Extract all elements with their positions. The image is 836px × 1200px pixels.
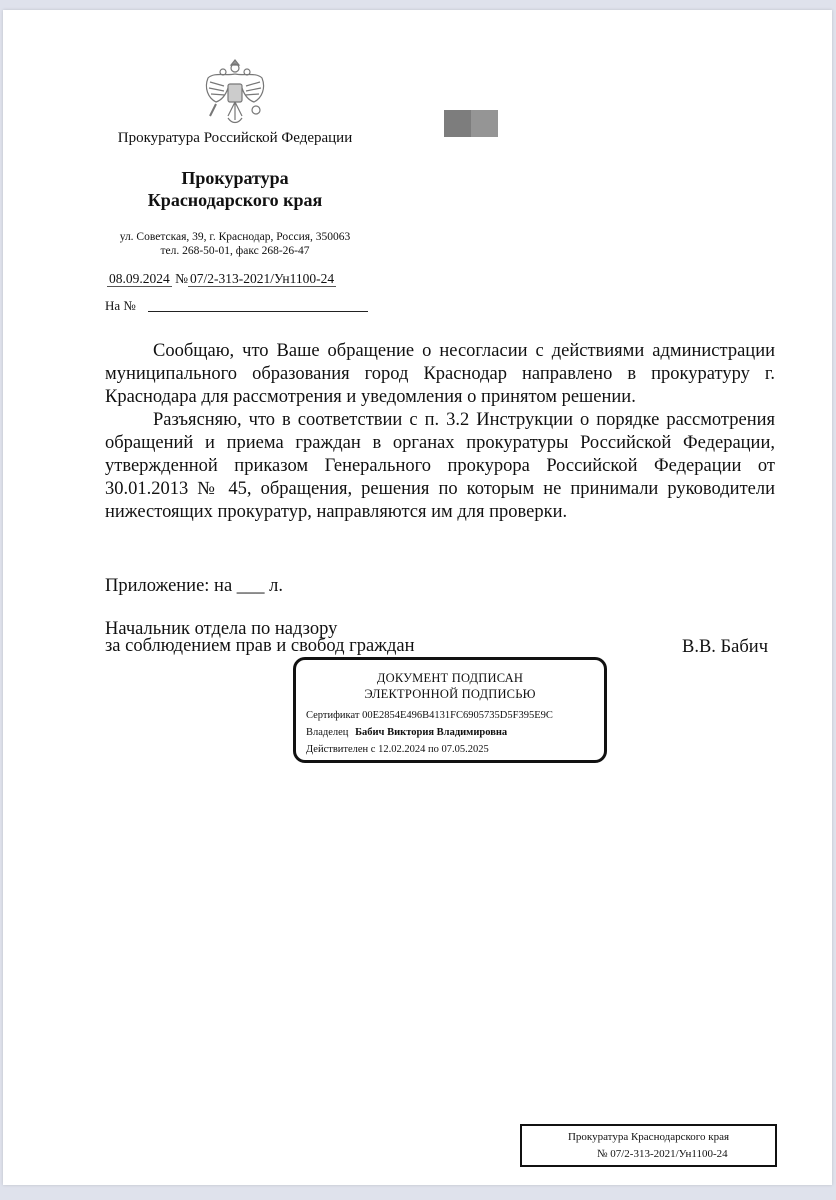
valid-from-label: с bbox=[370, 744, 376, 755]
organization-title-line-2: Краснодарского края bbox=[147, 190, 323, 210]
owner-row bbox=[296, 724, 604, 741]
signer-position-line-2: за соблюдением прав и свобод граждан bbox=[105, 636, 415, 656]
reference-label: На № bbox=[105, 298, 136, 313]
reference-blank bbox=[148, 299, 368, 312]
phone-fax-line: тел. 268-50-01, факс 268-26-47 bbox=[160, 245, 310, 257]
letter-body bbox=[105, 340, 775, 524]
document-date: 08.09.2024 bbox=[109, 271, 170, 286]
organization-address bbox=[103, 230, 367, 258]
certificate-value: 00E2854E496B4131FC6905735D5F395E9C bbox=[362, 710, 553, 721]
valid-to-label: по bbox=[427, 744, 439, 755]
signer-name: В.В. Бабич bbox=[682, 637, 769, 657]
paragraph-2: Разъясняю, что в соответствии с п. 3.2 Инструкции о порядке рассмотрения обращений и приема граждан в органах прокуратуры Российской Федерации, утвержденной приказом Генерального прокурора Российской Федерации от 30.01.2013 № 45, обращения, решения по которым не принимали руководители нижестоящих прокуратур, направляются им для проверки. bbox=[105, 410, 775, 522]
registration-stamp bbox=[520, 1124, 777, 1167]
signer-position-line-1: Начальник отдела по надзору bbox=[105, 619, 338, 639]
reference-number-line bbox=[105, 298, 368, 314]
valid-from: 12.02.2024 bbox=[378, 744, 426, 755]
stamp-title-1: ДОКУМЕНТ ПОДПИСАН bbox=[376, 671, 524, 685]
number-sign: № bbox=[175, 271, 189, 286]
coat-of-arms-icon bbox=[200, 54, 270, 130]
registration-stamp-org: Прокуратура Краснодарского края bbox=[567, 1131, 730, 1143]
validity-row bbox=[296, 741, 604, 758]
certificate-row bbox=[296, 707, 604, 724]
stamp-title-2: ЭЛЕКТРОННОЙ ПОДПИСЬЮ bbox=[364, 687, 536, 701]
certificate-label: Сертификат bbox=[306, 710, 360, 721]
document-page bbox=[3, 10, 832, 1185]
electronic-signature-stamp bbox=[293, 657, 607, 763]
paragraph-1: Сообщаю, что Ваше обращение о несогласии с действиями администрации муниципального образования город Краснодар направлено в прокуратуру г. Краснодара для рассмотрения и уведомления о принятом решении. bbox=[105, 341, 775, 407]
valid-to: 07.05.2025 bbox=[441, 744, 489, 755]
owner-label: Владелец bbox=[306, 727, 349, 738]
organization-title-line-1: Прокуратура bbox=[181, 168, 289, 188]
registration-line bbox=[107, 271, 336, 287]
redacted-block bbox=[444, 110, 498, 137]
address-line: ул. Советская, 39, г. Краснодар, Россия, 350063 bbox=[119, 231, 351, 243]
organization-line: Прокуратура Российской Федерации bbox=[117, 130, 353, 146]
attachment-line: Приложение: на ___ л. bbox=[105, 576, 284, 596]
document-number: 07/2-313-2021/Ун1100-24 bbox=[190, 271, 335, 286]
organization-title bbox=[103, 167, 367, 211]
owner-value: Бабич Виктория Владимировна bbox=[355, 727, 508, 738]
stamp-header bbox=[296, 670, 604, 702]
registration-stamp-number: № 07/2-313-2021/Ун1100-24 bbox=[597, 1148, 728, 1160]
validity-label: Действителен bbox=[306, 744, 369, 755]
signer-position bbox=[105, 621, 414, 655]
